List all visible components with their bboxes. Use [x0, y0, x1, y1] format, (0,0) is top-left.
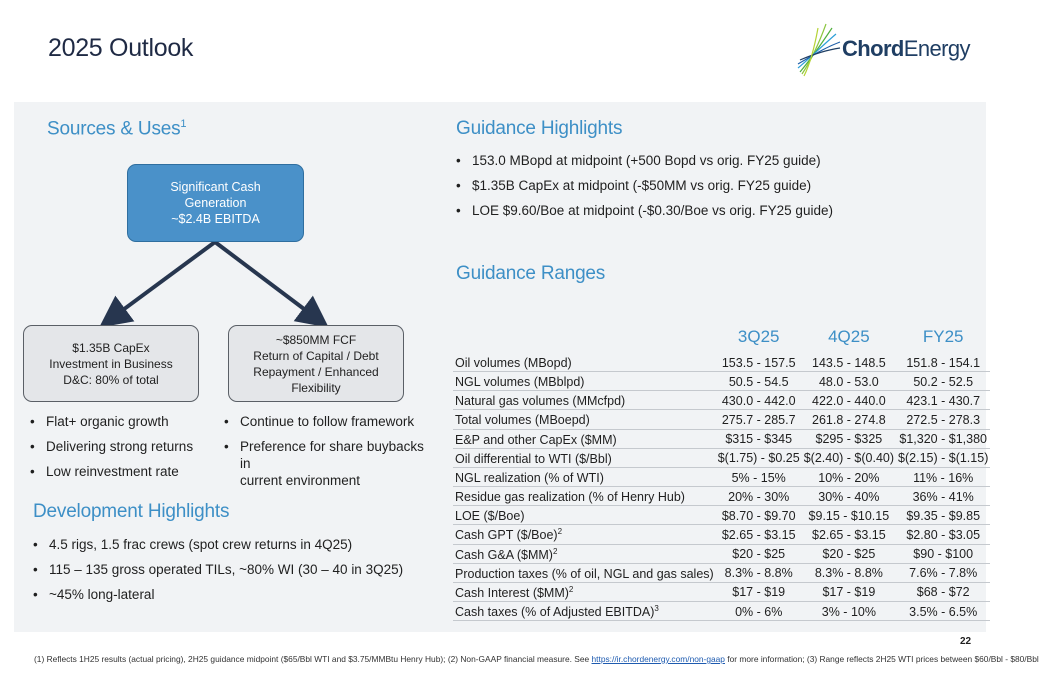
list-item: • LOE $9.60/Boe at midpoint (-$0.30/Boe vs orig. FY25 guide) — [456, 202, 833, 219]
table-cell: $20 - $25 — [802, 544, 896, 563]
table-cell: 11% - 16% — [896, 467, 990, 486]
development-title: Development Highlights — [33, 501, 230, 522]
row-label: Cash Interest ($MM)$^2$ — [453, 582, 716, 601]
table-cell: 8.3% - 8.8% — [716, 563, 802, 582]
table-cell: $315 - $345 — [716, 429, 802, 448]
table-cell: $(2.15) - $(1.15) — [896, 448, 990, 467]
table-row — [453, 448, 990, 467]
table-cell: $2.65 - $3.15 — [716, 525, 802, 544]
table-cell: $17 - $19 — [802, 582, 896, 601]
table-cell: 20% - 30% — [716, 487, 802, 506]
table-row — [453, 391, 990, 410]
fcf-bullets — [224, 413, 434, 489]
guidance-ranges-table — [453, 327, 990, 621]
table-cell: $90 - $100 — [896, 544, 990, 563]
arrow-to-fcf — [215, 242, 316, 318]
column-header: 3Q25 — [737, 327, 780, 346]
development-bullets — [33, 536, 403, 611]
list-item: • Flat+ organic growth — [30, 413, 193, 430]
cash-generation-box: Significant Cash Generation ~$2.4B EBITDA — [127, 164, 304, 242]
row-label: Cash GPT ($/Boe)$^2$ — [453, 525, 716, 544]
table-cell: 50.5 - 54.5 — [716, 372, 802, 391]
table-cell: 153.5 - 157.5 — [716, 353, 802, 372]
table-row — [453, 544, 990, 563]
table-cell: 3% - 10% — [802, 602, 896, 621]
table-cell: $17 - $19 — [716, 582, 802, 601]
table-row — [453, 372, 990, 391]
fcf-box: ~$850MM FCF Return of Capital / Debt Repayment / Enhanced Flexibility — [228, 325, 404, 402]
table-body — [453, 353, 990, 621]
table-cell: 36% - 41% — [896, 487, 990, 506]
table-cell: 7.6% - 7.8% — [896, 563, 990, 582]
row-label: NGL volumes (MBblpd) — [453, 372, 716, 391]
table-row — [453, 582, 990, 601]
row-label: LOE ($/Boe) — [453, 506, 716, 525]
table-row — [453, 429, 990, 448]
table-cell: $(1.75) - $0.25 — [716, 448, 802, 467]
guidance-bullets — [456, 152, 833, 227]
table-row — [453, 602, 990, 621]
list-item: • Delivering strong returns — [30, 438, 193, 455]
table-cell: $20 - $25 — [716, 544, 802, 563]
table-cell: 10% - 20% — [802, 467, 896, 486]
table-cell: 151.8 - 154.1 — [896, 353, 990, 372]
table-cell: 143.5 - 148.5 — [802, 353, 896, 372]
table-cell: $68 - $72 — [896, 582, 990, 601]
row-label: Cash taxes (% of Adjusted EBITDA)$^3$ — [453, 602, 716, 621]
guidance-ranges-title: Guidance Ranges — [456, 263, 606, 284]
table-row — [453, 525, 990, 544]
table-cell: $295 - $325 — [802, 429, 896, 448]
row-label: Oil differential to WTI ($/Bbl) — [453, 448, 716, 467]
list-item: • 4.5 rigs, 1.5 frac crews (spot crew returns in 4Q25) — [33, 536, 403, 553]
table-row — [453, 506, 990, 525]
list-item: • 153.0 MBopd at midpoint (+500 Bopd vs orig. FY25 guide) — [456, 152, 833, 169]
list-item: • Low reinvestment rate — [30, 463, 193, 480]
list-item: • Continue to follow framework — [224, 413, 434, 430]
capex-box: $1.35B CapEx Investment in Business D&C: 80% of total — [23, 325, 199, 402]
row-label: NGL realization (% of WTI) — [453, 467, 716, 486]
table-cell: 8.3% - 8.8% — [802, 563, 896, 582]
table-cell: 430.0 - 442.0 — [716, 391, 802, 410]
table-cell: $9.15 - $10.15 — [802, 506, 896, 525]
table-cell: 275.7 - 285.7 — [716, 410, 802, 429]
row-label: Natural gas volumes (MMcfpd) — [453, 391, 716, 410]
table-row — [453, 467, 990, 486]
page-title: 2025 Outlook — [48, 34, 194, 62]
logo-wordmark: ChordEnergy — [842, 36, 970, 61]
table-cell: $2.65 - $3.15 — [802, 525, 896, 544]
column-header: 4Q25 — [828, 327, 870, 346]
row-label: E&P and other CapEx ($MM) — [453, 429, 716, 448]
table-cell: $8.70 - $9.70 — [716, 506, 802, 525]
capex-bullets — [30, 413, 193, 488]
table-row — [453, 487, 990, 506]
table-cell: 272.5 - 278.3 — [896, 410, 990, 429]
row-label: Production taxes (% of oil, NGL and gas sales) — [453, 563, 716, 582]
row-label: Residue gas realization (% of Henry Hub) — [453, 487, 716, 506]
table-row — [453, 563, 990, 582]
table-cell: 48.0 - 53.0 — [802, 372, 896, 391]
row-label: Cash G&A ($MM)$^2$ — [453, 544, 716, 563]
table-cell: $2.80 - $3.05 — [896, 525, 990, 544]
list-item: • Preference for share buybacks in current environment — [224, 438, 434, 489]
table-row — [453, 353, 990, 372]
table-cell: 261.8 - 274.8 — [802, 410, 896, 429]
sources-uses-title: Sources & Uses$^1$ — [47, 118, 187, 140]
list-item: • 115 – 135 gross operated TILs, ~80% WI (30 – 40 in 3Q25) — [33, 561, 403, 578]
footnote: (1) Reflects 1H25 results (actual pricing), 2H25 guidance midpoint ($65/Bbl WTI and $3.75/MMBtu Henry Hub); (2) Non-GAAP financial measure. See https://ir.chordenergy.com/non-gaap for more information; (3) Range reflects 2H25 WTI prices between $60/Bbl - $80/Bbl — [34, 654, 1039, 664]
table-cell: 30% - 40% — [802, 487, 896, 506]
table-cell: $9.35 - $9.85 — [896, 506, 990, 525]
table-cell: 3.5% - 6.5% — [896, 602, 990, 621]
list-item: • $1.35B CapEx at midpoint (-$50MM vs orig. FY25 guide) — [456, 177, 833, 194]
row-label: Total volumes (MBoepd) — [453, 410, 716, 429]
guidance-highlights-title: Guidance Highlights — [456, 118, 623, 139]
table-cell: 422.0 - 440.0 — [802, 391, 896, 410]
table-cell: $(2.40) - $(0.40) — [802, 448, 896, 467]
column-header: FY25 — [922, 327, 964, 346]
arrow-to-capex — [112, 242, 215, 318]
table-cell: $1,320 - $1,380 — [896, 429, 990, 448]
table-cell: 423.1 - 430.7 — [896, 391, 990, 410]
non-gaap-link[interactable]: https://ir.chordenergy.com/non-gaap — [591, 654, 725, 664]
table-cell: 50.2 - 52.5 — [896, 372, 990, 391]
logo-mark-icon — [796, 22, 842, 78]
table-row — [453, 410, 990, 429]
row-label: Oil volumes (MBopd) — [453, 353, 716, 372]
chord-energy-logo — [796, 22, 970, 78]
list-item: • ~45% long-lateral — [33, 586, 403, 603]
table-cell: 5% - 15% — [716, 467, 802, 486]
table-header-row — [453, 327, 990, 353]
page-number: 22 — [960, 636, 972, 647]
table-cell: 0% - 6% — [716, 602, 802, 621]
